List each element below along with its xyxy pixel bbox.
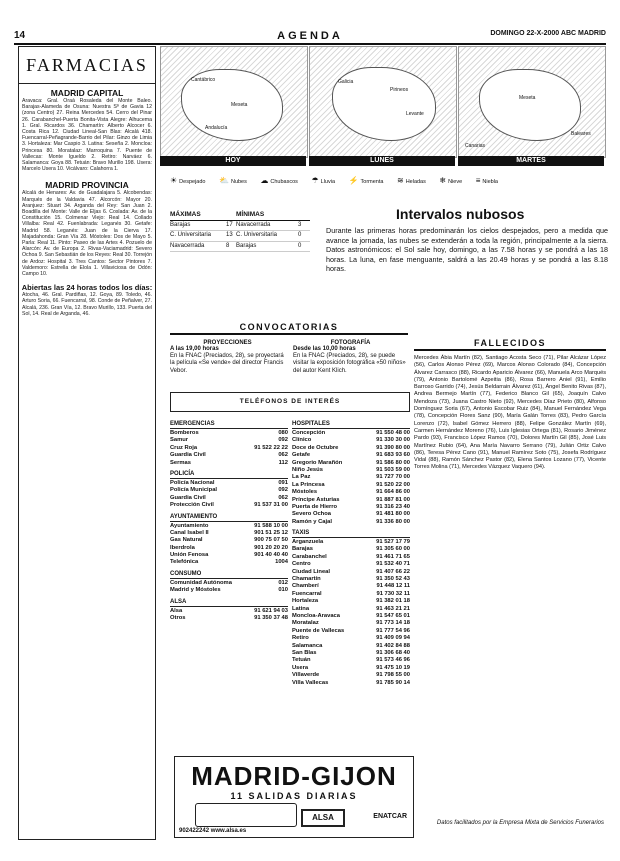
phone-row — [292, 473, 410, 480]
phone-number: 91 409 09 94 — [376, 635, 410, 642]
phone-name: Carabanchel — [292, 553, 327, 560]
phone-row — [292, 634, 410, 641]
phone-number: 91 537 31 00 — [254, 502, 288, 509]
max-header: MÁXIMAS — [170, 211, 201, 218]
temperatures-table — [170, 210, 310, 252]
phone-name: Doce de Octubre — [292, 444, 339, 451]
legend-item: ☁ Chubascos — [260, 176, 298, 185]
phone-name: San Blas — [292, 649, 317, 656]
phone-number: 91 586 80 00 — [376, 459, 410, 466]
map-label: Meseta — [231, 102, 248, 108]
phone-number: 91 350 37 48 — [254, 615, 288, 622]
phone-row — [292, 518, 410, 525]
phone-name: Guardia Civil — [170, 494, 206, 501]
phone-number: 91 402 84 88 — [376, 642, 410, 649]
legend-item: ≡ Niebla — [475, 176, 498, 185]
phone-name: Bomberos — [170, 430, 199, 436]
phone-number: 012 — [278, 579, 288, 586]
phone-name: Madrid y Móstoles — [170, 587, 221, 594]
phone-row — [292, 488, 410, 495]
phone-name: Samur — [170, 437, 189, 444]
map-label: Galicia — [338, 79, 354, 85]
phone-row — [170, 501, 288, 508]
all-night-heading: Abiertas las 24 horas todos los días: — [21, 283, 153, 293]
phone-name: Usera — [292, 664, 309, 671]
phone-name: Salamanca — [292, 642, 323, 649]
phone-row — [292, 582, 410, 589]
phone-number: 91 390 80 00 — [376, 444, 410, 451]
credit-line: Datos facilitados por la Empresa Mixta de Servicios Funerarios — [436, 820, 604, 826]
legend-item: ⛅ Nubes — [219, 176, 247, 185]
advert-subtitle: 11 SALIDAS DIARIAS — [230, 791, 358, 801]
phone-row — [292, 649, 410, 656]
temp-row: Navacerrada 8 Barajas 0 — [170, 242, 310, 253]
phone-number: 91 550 48 00 — [376, 430, 410, 436]
phone-name: Tetuán — [292, 657, 311, 664]
phone-row — [292, 612, 410, 619]
phone-row — [292, 436, 410, 443]
phone-name: Centro — [292, 561, 311, 568]
phone-name: Príncipe Asturias — [292, 496, 340, 503]
phone-row — [170, 494, 288, 501]
convocatorias-title: CONVOCATORIAS — [170, 322, 408, 335]
phone-number: 91 382 01 18 — [376, 598, 410, 605]
phone-number: 091 — [278, 479, 288, 486]
lightning-icon: ⚡ — [348, 176, 359, 185]
phone-name: Fuencarral — [292, 590, 322, 597]
provincia-heading: MADRID PROVINCIA — [45, 180, 129, 191]
temp-row: C. Universitaria 13 C. Universitaria 0 — [170, 231, 310, 242]
phone-row — [170, 451, 288, 458]
phone-name: Barajas — [292, 546, 313, 553]
phone-name: Hortaleza — [292, 598, 319, 605]
phone-number: 062 — [278, 452, 288, 459]
phone-name: Guardia Civil — [170, 452, 206, 459]
cloud-icon: ☁ — [260, 176, 269, 185]
phone-number: 91 481 80 00 — [376, 511, 410, 518]
phone-name: Moncloa-Aravaca — [292, 612, 341, 619]
photo-text: En la FNAC (Preciados, 28), se puede visitar la exposición fotográfica «50 niños» del autor Kent Klich. — [293, 353, 406, 374]
phone-row — [170, 429, 288, 436]
phone-number: 901 20 20 20 — [254, 544, 288, 551]
phone-name: La Paz — [292, 474, 311, 481]
phone-row — [170, 536, 288, 543]
phone-row — [292, 568, 410, 575]
phone-name: Clínico — [292, 437, 312, 444]
phone-name: Ciudad Lineal — [292, 568, 331, 575]
provincia-list: Alcalá de Henares: Av. de Guadalajara 5. Alcobendas: Marqués de la Valdavia 47. Alcorcón: Mayor 20. Aranjuez: Stuart 34. Arganda del Rey: San Juan 2. Boadilla del Monte: Valle de Eljas 6. Coslada: Av. de la Constitución 15. Colmenar Viejo: Real 14. Collado Villalba: Real 42. Fuenlabrada: Leganés 30. Getafe: Madrid 58. Leganés: Juan de la Cierva 17. Majadahonda: Gran Vía 28. Móstoles: Dos de Mayo 5. Parla: Real 11. Pinto: Paseo de las Artes 4. Pozuelo de Alarcón: Av. de Europa 2. Rivas-Vaciamadrid: Severo Ochoa 9. San Sebastián de los Reyes: Real 30. Torrejón de Ardoz: Hospital 3. Tres Cantos: Sector Pintores 7. Valdemoro: Estrella de Elola 1. Villaviciosa de Odón: Campo 10. — [22, 190, 152, 278]
phone-name: Concepción — [292, 430, 326, 436]
phone-number: 91 588 10 00 — [254, 522, 288, 529]
legend-item: ❄ Nieve — [439, 176, 463, 185]
phone-number: 91 336 80 00 — [376, 518, 410, 525]
phone-group-title: TAXIS — [292, 529, 410, 538]
phone-name: Ayuntamiento — [170, 522, 209, 529]
map-label: Meseta — [519, 95, 536, 101]
phone-name: Villaverde — [292, 672, 320, 679]
phone-row — [292, 605, 410, 612]
all-night-list: Atocha, 46. Gral. Pardiñas, 12. Goya, 89. Toledo, 46. Arturo Soria, 66. Fuencarral, 98. Conde de Peñalver, 27. Alcalá, 236. Gran Vía, 12. Bravo Murillo, 133. Puerta del Sol, 14. Real de Arganda, 46. — [22, 292, 152, 317]
phone-row — [170, 607, 288, 614]
page-number: 14 — [14, 30, 26, 41]
phone-row — [170, 479, 288, 486]
phone-name: Policía Municipal — [170, 487, 218, 494]
phone-number: 062 — [278, 494, 288, 501]
date-line: DOMINGO 22-X-2000 ABC MADRID — [490, 30, 606, 37]
phone-row — [170, 586, 288, 593]
capital-heading: MADRID CAPITAL — [50, 88, 124, 98]
capital-list: Aravaca: Gral. Oraá Rosaleda del Monte Baleo. Barajas-Alameda de Osuna: Nuestra Sª de Gavia 12 (zona Centro) 27. Reina Mercedes 54. Cerro del Pinar 26. Carabanchel-Puerta Bonita-Vista Alegre: Alhucema 1. Gral. Ricardos 36. Chamartín: Alberto Alcocer 6. Costa Rica 12. Ciudad Lineal-San Blas: Alcalá 418. Fuencarral-Peñagrande-Barrio del Pilar: Ginzo de Limia 3. Hortaleza: Mar Caspio 3. Latina: Seseña 2. Moncloa: Princesa 80. Moratalaz: Marroquina 7. Puente de Vallecas: Monte Igueldo 2. Retiro: Narváez 6. Salamanca: Goya 88. Tetuán: Bravo Murillo 198. Usera: Marcelo Usera 10. Vicálvaro: Calahorra 1. — [22, 98, 152, 173]
phone-number: 1004 — [275, 559, 288, 566]
phone-row — [292, 481, 410, 488]
phone-group-title: AYUNTAMIENTO — [170, 513, 288, 522]
phone-row — [292, 466, 410, 473]
page-header — [14, 30, 606, 45]
bus-advert[interactable] — [174, 756, 414, 838]
phone-row — [292, 510, 410, 517]
phone-number: 91 522 22 22 — [254, 444, 288, 451]
phone-row — [292, 671, 410, 678]
phones-right-column — [292, 416, 410, 686]
phone-name: Cruz Roja — [170, 444, 198, 451]
phone-row — [292, 642, 410, 649]
phone-row — [292, 664, 410, 671]
projections-text: En la FNAC (Preciados, 28), se proyectará la película «Se vende» del director Francis Vebor. — [170, 353, 284, 374]
map-label: Cantábrico — [191, 77, 216, 83]
weather-map-tuesday — [458, 46, 606, 158]
phone-name: Comunidad Autónoma — [170, 579, 232, 586]
phone-group-title: CONSUMO — [170, 570, 288, 579]
phones-title: TELÉFONOS DE INTERÉS — [170, 392, 410, 412]
projections-title: PROYECCIONES — [203, 340, 252, 346]
projections-time: A las 19,00 horas — [170, 346, 219, 352]
bus-icon — [195, 803, 297, 827]
phone-name: Policía Nacional — [170, 479, 215, 486]
phone-name: Unión Fenosa — [170, 552, 209, 559]
frost-icon: ≋ — [396, 176, 404, 185]
phone-row — [292, 679, 410, 686]
phone-row — [292, 538, 410, 545]
phone-name: Severo Ochoa — [292, 511, 331, 518]
phone-row — [170, 551, 288, 558]
legend-item: ≋ Heladas — [396, 176, 426, 185]
phone-row — [292, 545, 410, 552]
phone-row — [292, 590, 410, 597]
photo-title: FOTOGRAFÍA — [330, 340, 371, 346]
phones-left-column — [170, 416, 288, 621]
phone-name: Chamberí — [292, 583, 319, 590]
phone-name: Alsa — [170, 607, 183, 614]
phone-number: 91 461 71 65 — [376, 553, 410, 560]
phone-number: 91 407 66 22 — [376, 568, 410, 575]
deaths-list: Mercedes Ábia Martín (82), Santiago Acosta Seco (71), Pilar Alcázar López (56), Carlos Alonso Pérez (69), Marcos Alonso Colorado (84), Concepción Álvarez Carrasco (88), Ricardo Aparicio Álvarez (66), Manuela Arco Marqués (79), Antonio Bartolomé Azpeitia (86), Rosa Barrero Aniel (91), Emilio Barroso Garrido (74), Jesús Beldarrain Álvarez (61), Ángel Benito Rivas (87), Andrea Bermejo Martín (77), Federico Blanco Gil (65), Joaquín Calvo Mendoza (73), Juana Castro Nieto (92), Mercedes Díaz Prieto (80), Alfonso Domínguez Soria (67), Antonio Escobar Ruiz (84), Manuel Fernández Vega (78), Concepción Flores Sanz (90), María Galán Torres (83), Pedro García Lorenzo (72), Isabel Gómez Herrero (88), Felipe González Martín (69), Carmen Hernández Moreno (76), Luis Iglesias Ortega (81), Rosario Jiménez Pardo (93), Francisco López Ramos (70), Dolores Martín Gil (85), José Luis Martínez Rubio (64), Ana María Navarro Serrano (79), Julián Ortiz Calvo (86), Teresa Pérez Cano (91), Manuel Ramírez Soto (75), Josefa Rodríguez Vidal (88), Ramón Sánchez Pastor (82), Elena Santos Lozano (77), Vicente Torres Molina (71), Mercedes Vázquez Vaquero (94). — [414, 355, 606, 471]
phone-number: 91 573 46 96 — [376, 657, 410, 664]
phone-row — [292, 459, 410, 466]
phone-number: 91 305 60 00 — [376, 546, 410, 553]
phone-row — [292, 575, 410, 582]
photo-time: Desde las 10,00 horas — [293, 346, 356, 352]
phone-row — [170, 558, 288, 565]
phone-name: Puente de Vallecas — [292, 627, 345, 634]
legend-item: ⚡ Tormenta — [348, 176, 384, 185]
phone-row — [170, 614, 288, 621]
phone-number: 900 75 07 50 — [254, 537, 288, 544]
phone-number: 91 503 59 00 — [376, 466, 410, 473]
deaths-title: FALLECIDOS — [414, 338, 606, 351]
phone-name: Niño Jesús — [292, 466, 323, 473]
phone-group-title: HOSPITALES — [292, 420, 410, 429]
phone-name: Retiro — [292, 635, 309, 642]
weather-map-monday — [309, 46, 457, 158]
legend-item: ☀ Despejado — [170, 176, 206, 185]
cloud-sun-icon: ⛅ — [219, 176, 229, 185]
enatcar-logo: ENATCAR — [373, 813, 407, 820]
phone-group-title: POLICÍA — [170, 470, 288, 479]
day-label-tuesday: MARTES — [458, 156, 604, 166]
phone-number: 901 51 25 12 — [254, 529, 288, 536]
phone-number: 91 773 14 18 — [376, 620, 410, 627]
advert-phone: 902422242 www.alsa.es — [179, 828, 247, 834]
phone-number: 092 — [278, 437, 288, 444]
phone-number: 91 798 55 00 — [376, 672, 410, 679]
phone-name: Canal Isabel II — [170, 529, 209, 536]
phone-number: 91 887 81 00 — [376, 496, 410, 503]
phone-name: Villa Vallecas — [292, 679, 329, 686]
phone-number: 91 664 86 00 — [376, 489, 410, 496]
weather-maps — [160, 46, 604, 166]
forecast-text: Durante las primeras horas predominarán los cielos despejados, pero a medida que avance la jornada, las nubes se extenderán a toda la región, principalmente a la sierra. Datos astronómicos: el Sol sale hoy, domingo, a las 7.58 horas y se pondrá a las 18 horas. La luna, en fase menguante, saldrá a las 20.49 horas y se pondrá a las 8.18 horas. — [326, 226, 608, 274]
phone-number: 080 — [278, 430, 288, 436]
phone-number: 91 547 65 01 — [376, 612, 410, 619]
map-label: Andalucía — [205, 125, 228, 131]
phone-number: 91 520 22 00 — [376, 481, 410, 488]
phone-number: 91 330 30 00 — [376, 437, 410, 444]
phone-number: 91 730 32 11 — [376, 590, 410, 597]
phone-number: 901 40 40 40 — [254, 552, 288, 559]
phone-name: Gas Natural — [170, 537, 203, 544]
phone-row — [292, 553, 410, 560]
phone-name: Iberdrola — [170, 544, 195, 551]
phone-name: Puerta de Hierro — [292, 503, 338, 510]
map-label: Baleares — [571, 131, 591, 137]
legend-item: ☂ Lluvia — [311, 176, 336, 185]
phone-name: Protección Civil — [170, 502, 214, 509]
pharmacies-title: FARMACIAS — [19, 47, 155, 84]
phone-row — [170, 444, 288, 451]
phone-name: Chamartín — [292, 576, 321, 583]
phone-number: 91 785 90 14 — [376, 679, 410, 686]
phone-number: 91 316 23 40 — [376, 503, 410, 510]
phone-name: La Princesa — [292, 481, 325, 488]
phone-row — [170, 579, 288, 586]
day-label-today: HOY — [160, 156, 306, 166]
phone-number: 112 — [278, 459, 288, 466]
phone-number: 91 532 40 71 — [376, 561, 410, 568]
convocatorias-section — [170, 322, 408, 397]
phone-name: Arganzuela — [292, 539, 324, 546]
map-label: Canarias — [465, 143, 486, 149]
phone-number: 91 448 12 11 — [376, 583, 410, 590]
deaths-section — [414, 338, 606, 472]
phone-row — [170, 436, 288, 443]
phone-row — [170, 486, 288, 493]
phone-row — [170, 529, 288, 536]
phone-number: 91 350 52 43 — [376, 576, 410, 583]
phone-name: Gregorio Marañón — [292, 459, 343, 466]
phone-name: Moratalaz — [292, 620, 319, 627]
phone-name: Otros — [170, 615, 186, 622]
phone-row — [292, 560, 410, 567]
phone-number: 91 683 93 60 — [376, 452, 410, 459]
phone-group-title: ALSA — [170, 598, 288, 607]
sun-icon: ☀ — [170, 176, 178, 185]
phone-row — [292, 496, 410, 503]
phone-number: 91 527 17 79 — [376, 539, 410, 546]
phone-number: 092 — [278, 487, 288, 494]
phone-row — [292, 619, 410, 626]
map-label: Levante — [406, 111, 424, 117]
fog-icon: ≡ — [475, 176, 481, 185]
phone-row — [292, 597, 410, 604]
phone-row — [292, 429, 410, 436]
phone-row — [292, 627, 410, 634]
alsa-logo: ALSA — [301, 809, 345, 827]
map-label: Pirineos — [390, 87, 409, 93]
phone-row — [292, 503, 410, 510]
phone-row — [170, 544, 288, 551]
phone-name: Móstoles — [292, 489, 318, 496]
phone-name: Ramón y Cajal — [292, 518, 332, 525]
phone-name: Latina — [292, 605, 310, 612]
phone-name: Getafe — [292, 452, 311, 459]
weather-map-today — [160, 46, 308, 158]
phone-row — [292, 451, 410, 458]
weather-legend — [170, 176, 604, 188]
day-label-monday: LUNES — [309, 156, 455, 166]
phone-number: 91 475 10 19 — [376, 664, 410, 671]
phone-number: 91 727 70 00 — [376, 474, 410, 481]
section-title: AGENDA — [277, 30, 343, 42]
forecast-title: Intervalos nubosos — [396, 206, 525, 222]
phone-number: 91 463 21 21 — [376, 605, 410, 612]
umbrella-icon: ☂ — [311, 176, 319, 185]
phone-name: Telefónica — [170, 559, 199, 566]
phone-row — [170, 459, 288, 466]
phone-number: 91 306 68 40 — [376, 649, 410, 656]
snow-icon: ❄ — [439, 176, 447, 185]
advert-title: MADRID-GIJON — [191, 761, 397, 791]
phone-row — [292, 656, 410, 663]
phone-number: 91 621 94 03 — [254, 607, 288, 614]
phone-row — [292, 444, 410, 451]
phone-number: 010 — [278, 587, 288, 594]
phone-number: 91 777 54 96 — [376, 627, 410, 634]
temp-row: Barajas 17 Navacerrada 3 — [170, 221, 310, 232]
pharmacies-column — [18, 46, 156, 840]
phone-group-title: EMERGENCIAS — [170, 420, 288, 429]
min-header: MÍNIMAS — [236, 211, 265, 218]
phone-name: Sermas — [170, 459, 191, 466]
phone-row — [170, 522, 288, 529]
